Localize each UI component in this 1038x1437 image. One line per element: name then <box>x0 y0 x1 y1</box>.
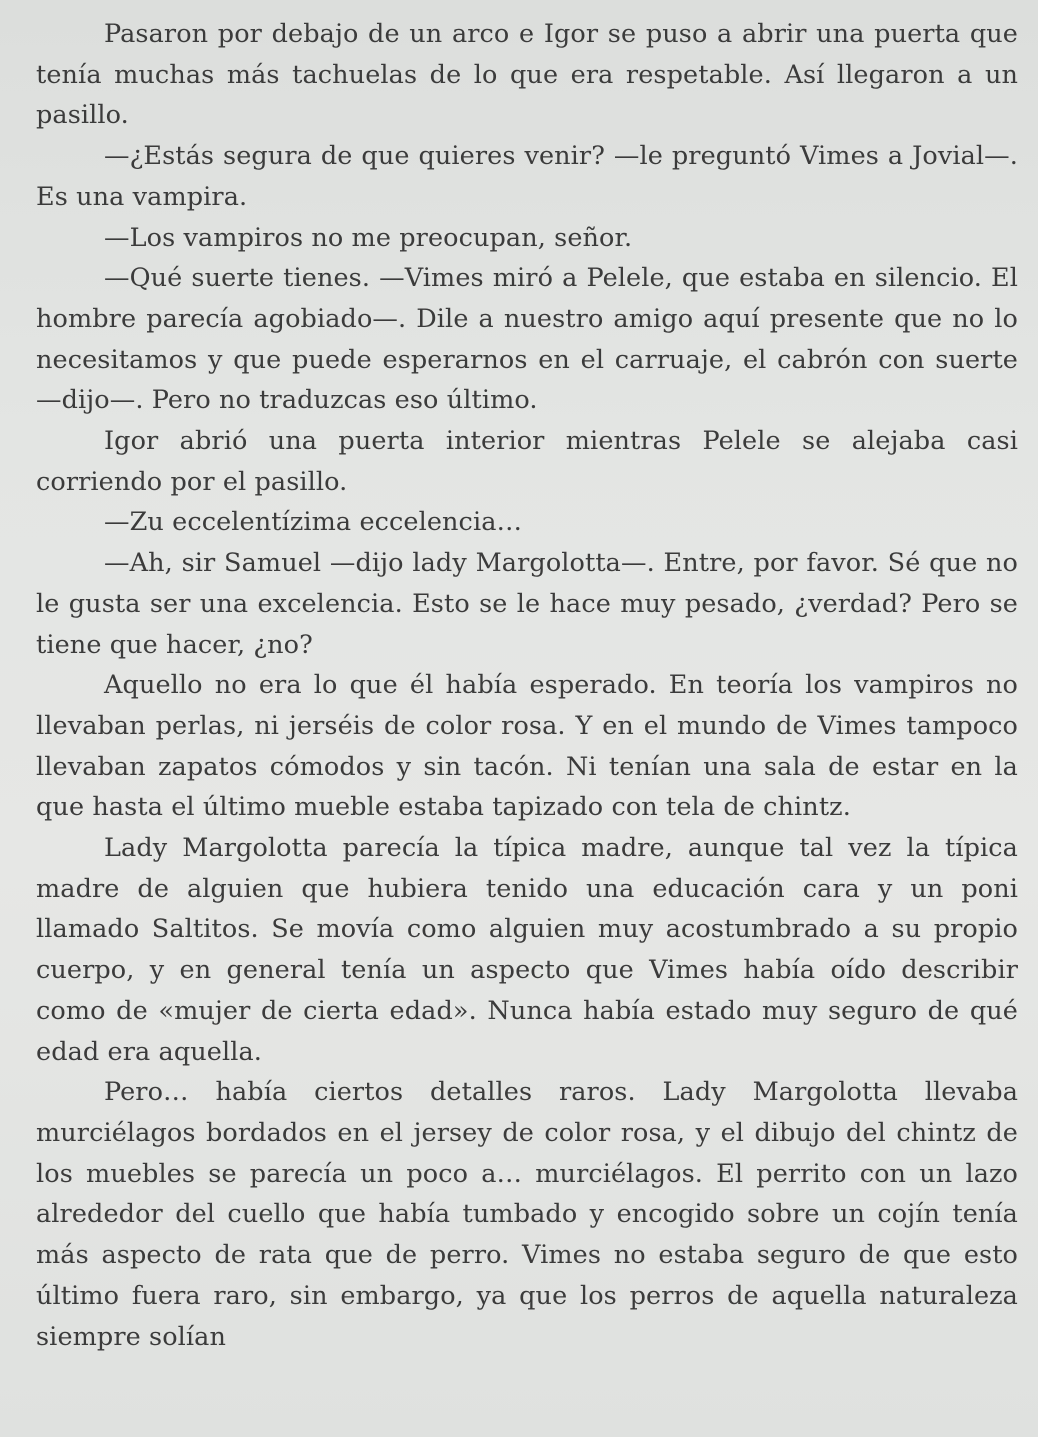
paragraph: —Qué suerte tienes. —Vimes miró a Pelele, que estaba en silencio. El hombre parecía agobiado—. Dile a nuestro amigo aquí presente que no lo necesitamos y que puede esperarnos en el carruaje, el cabrón con suerte —dijo—. Pero no traduzcas eso último. <box>36 263 1018 416</box>
paragraph: Igor abrió una puerta interior mientras Pelele se alejaba casi corriendo por el pasillo. <box>36 426 1018 497</box>
paragraph: Pero… había ciertos detalles raros. Lady Margolotta llevaba murciélagos bordados en el jersey de color rosa, y el dibujo del chintz de los muebles se parecía un poco a… murciélagos. El perrito con un lazo alrededor del cuello que había tumbado y encogido sobre un cojín tenía más aspecto de rata que de perro. Vimes no estaba seguro de que esto último fuera raro, sin embargo, ya que los perros de aquella naturaleza siempre solían <box>36 1077 1018 1352</box>
paragraph: Lady Margolotta parecía la típica madre, aunque tal vez la típica madre de alguien que hubiera tenido una educación cara y un poni llamado Saltitos. Se movía como alguien muy acostumbrado a su propio cuerpo, y en general tenía un aspecto que Vimes había oído describir como de «mujer de cierta edad». Nunca había estado muy seguro de qué edad era aquella. <box>36 833 1018 1067</box>
paragraph: —¿Estás segura de que quieres venir? —le preguntó Vimes a Jovial—. Es una vampira. <box>36 141 1018 212</box>
paragraph: —Los vampiros no me preocupan, señor. <box>104 222 633 253</box>
paragraph: Pasaron por debajo de un arco e Igor se puso a abrir una puerta que tenía muchas más tachuelas de lo que era respetable. Así llegaron a un pasillo. <box>36 19 1018 131</box>
paragraph: —Ah, sir Samuel —dijo lady Margolotta—. Entre, por favor. Sé que no le gusta ser una excelencia. Esto se le hace muy pesado, ¿verdad? Pero se tiene que hacer, ¿no? <box>36 548 1018 660</box>
paragraph: —Zu eccelentízima eccelencia… <box>104 507 523 538</box>
book-page <box>36 14 1018 1424</box>
paragraph: Aquello no era lo que él había esperado. En teoría los vampiros no llevaban perlas, ni jerséis de color rosa. Y en el mundo de Vimes tampoco llevaban zapatos cómodos y sin tacón. Ni tenían una sala de estar en la que hasta el último mueble estaba tapizado con tela de chintz. <box>36 670 1018 823</box>
